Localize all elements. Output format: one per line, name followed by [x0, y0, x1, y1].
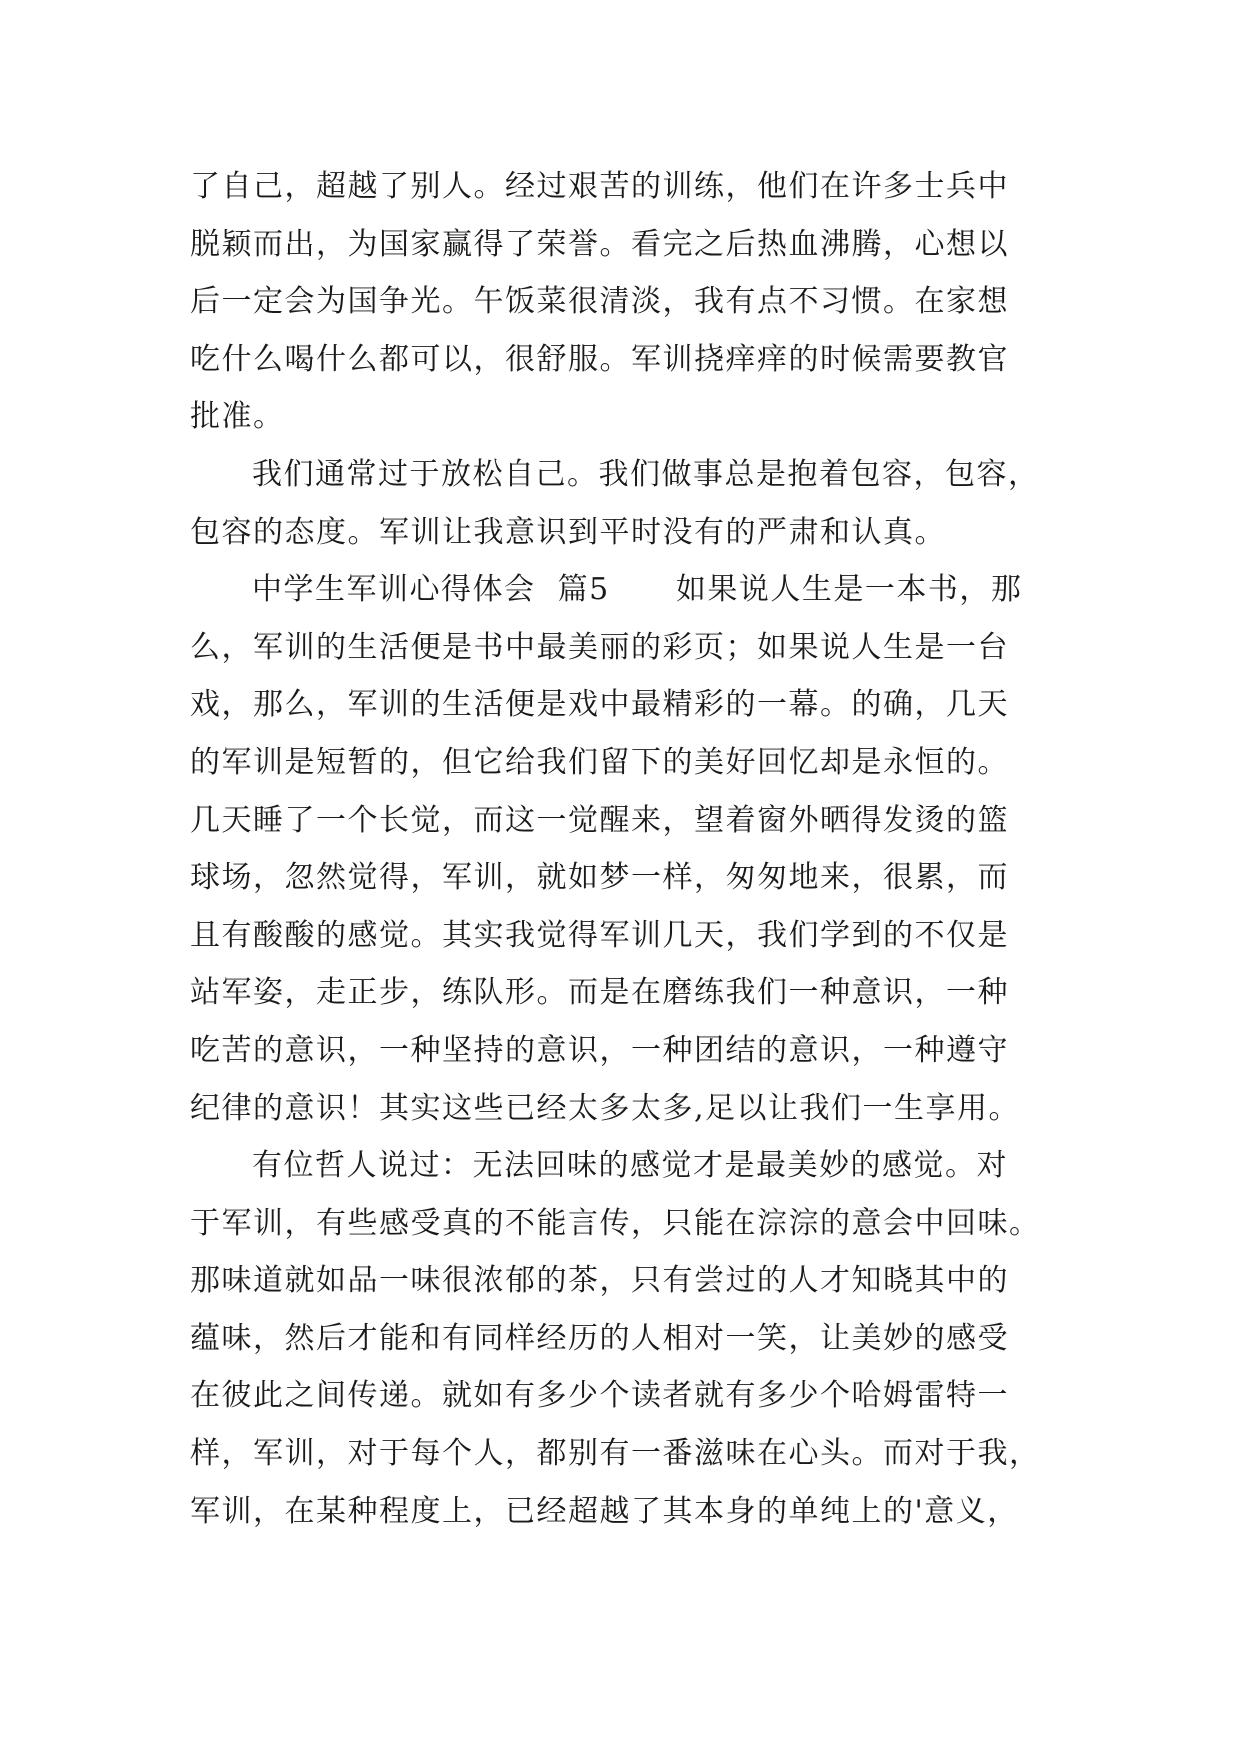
body-text — [190, 158, 1050, 1540]
section-heading-line: 中学生军训心得体会 篇5 如果说人生是一本书，那 — [252, 572, 1023, 608]
paragraph-start-line: 我们通常过于放松自己。我们做事总是抱着包容，包容， — [252, 456, 1040, 492]
paragraph-start-line: 有位哲人说过：无法回味的感觉才是最美妙的感觉。对 — [252, 1148, 1008, 1184]
text-line: 吃苦的意识，一种坚持的意识，一种团结的意识，一种遵守 — [190, 1032, 1009, 1068]
text-line: 那味道就如品一味很浓郁的茶，只有尝过的人才知晓其中的 — [190, 1263, 1009, 1299]
text-line: 批准。 — [190, 399, 285, 435]
text-line: 戏，那么，军训的生活便是戏中最精彩的一幕。的确，几天 — [190, 687, 1009, 723]
text-line: 样，军训，对于每个人，都别有一番滋味在心头。而对于我， — [190, 1436, 1041, 1472]
text-line: 于军训，有些感受真的不能言传，只能在淙淙的意会中回味。 — [190, 1205, 1041, 1241]
text-line: 纪律的意识！其实这些已经太多太多,足以让我们一生享用。 — [190, 1090, 1021, 1126]
text-line: 的军训是短暂的，但它给我们留下的美好回忆却是永恒的。 — [190, 744, 1009, 780]
text-line: 了自己，超越了别人。经过艰苦的训练，他们在许多士兵中 — [190, 169, 1009, 204]
text-line: 蕴味，然后才能和有同样经历的人相对一笑，让美妙的感受 — [190, 1320, 1009, 1356]
text-line: 包容的态度。军训让我意识到平时没有的严肃和认真。 — [190, 514, 946, 550]
text-line: 球场，忽然觉得，军训，就如梦一样，匆匆地来，很累，而 — [190, 860, 1009, 896]
text-line: 站军姿，走正步，练队形。而是在磨练我们一种意识，一种 — [190, 975, 1009, 1011]
text-line: 脱颖而出，为国家赢得了荣誉。看完之后热血沸腾，心想以 — [190, 226, 1009, 262]
text-line: 么，军训的生活便是书中最美丽的彩页；如果说人生是一台 — [190, 629, 1009, 665]
text-line: 后一定会为国争光。午饭菜很清淡，我有点不习惯。在家想 — [190, 284, 1009, 320]
text-line: 几天睡了一个长觉，而这一觉醒来，望着窗外晒得发烫的篮 — [190, 802, 1009, 838]
text-line: 在彼此之间传递。就如有多少个读者就有多少个哈姆雷特一 — [190, 1378, 1009, 1414]
text-line: 军训，在某种程度上，已经超越了其本身的单纯上的'意义， — [190, 1493, 1019, 1529]
text-line: 且有酸酸的感觉。其实我觉得军训几天，我们学到的不仅是 — [190, 917, 1009, 953]
text-line: 吃什么喝什么都可以，很舒服。军训挠痒痒的时候需要教官 — [190, 341, 1009, 377]
